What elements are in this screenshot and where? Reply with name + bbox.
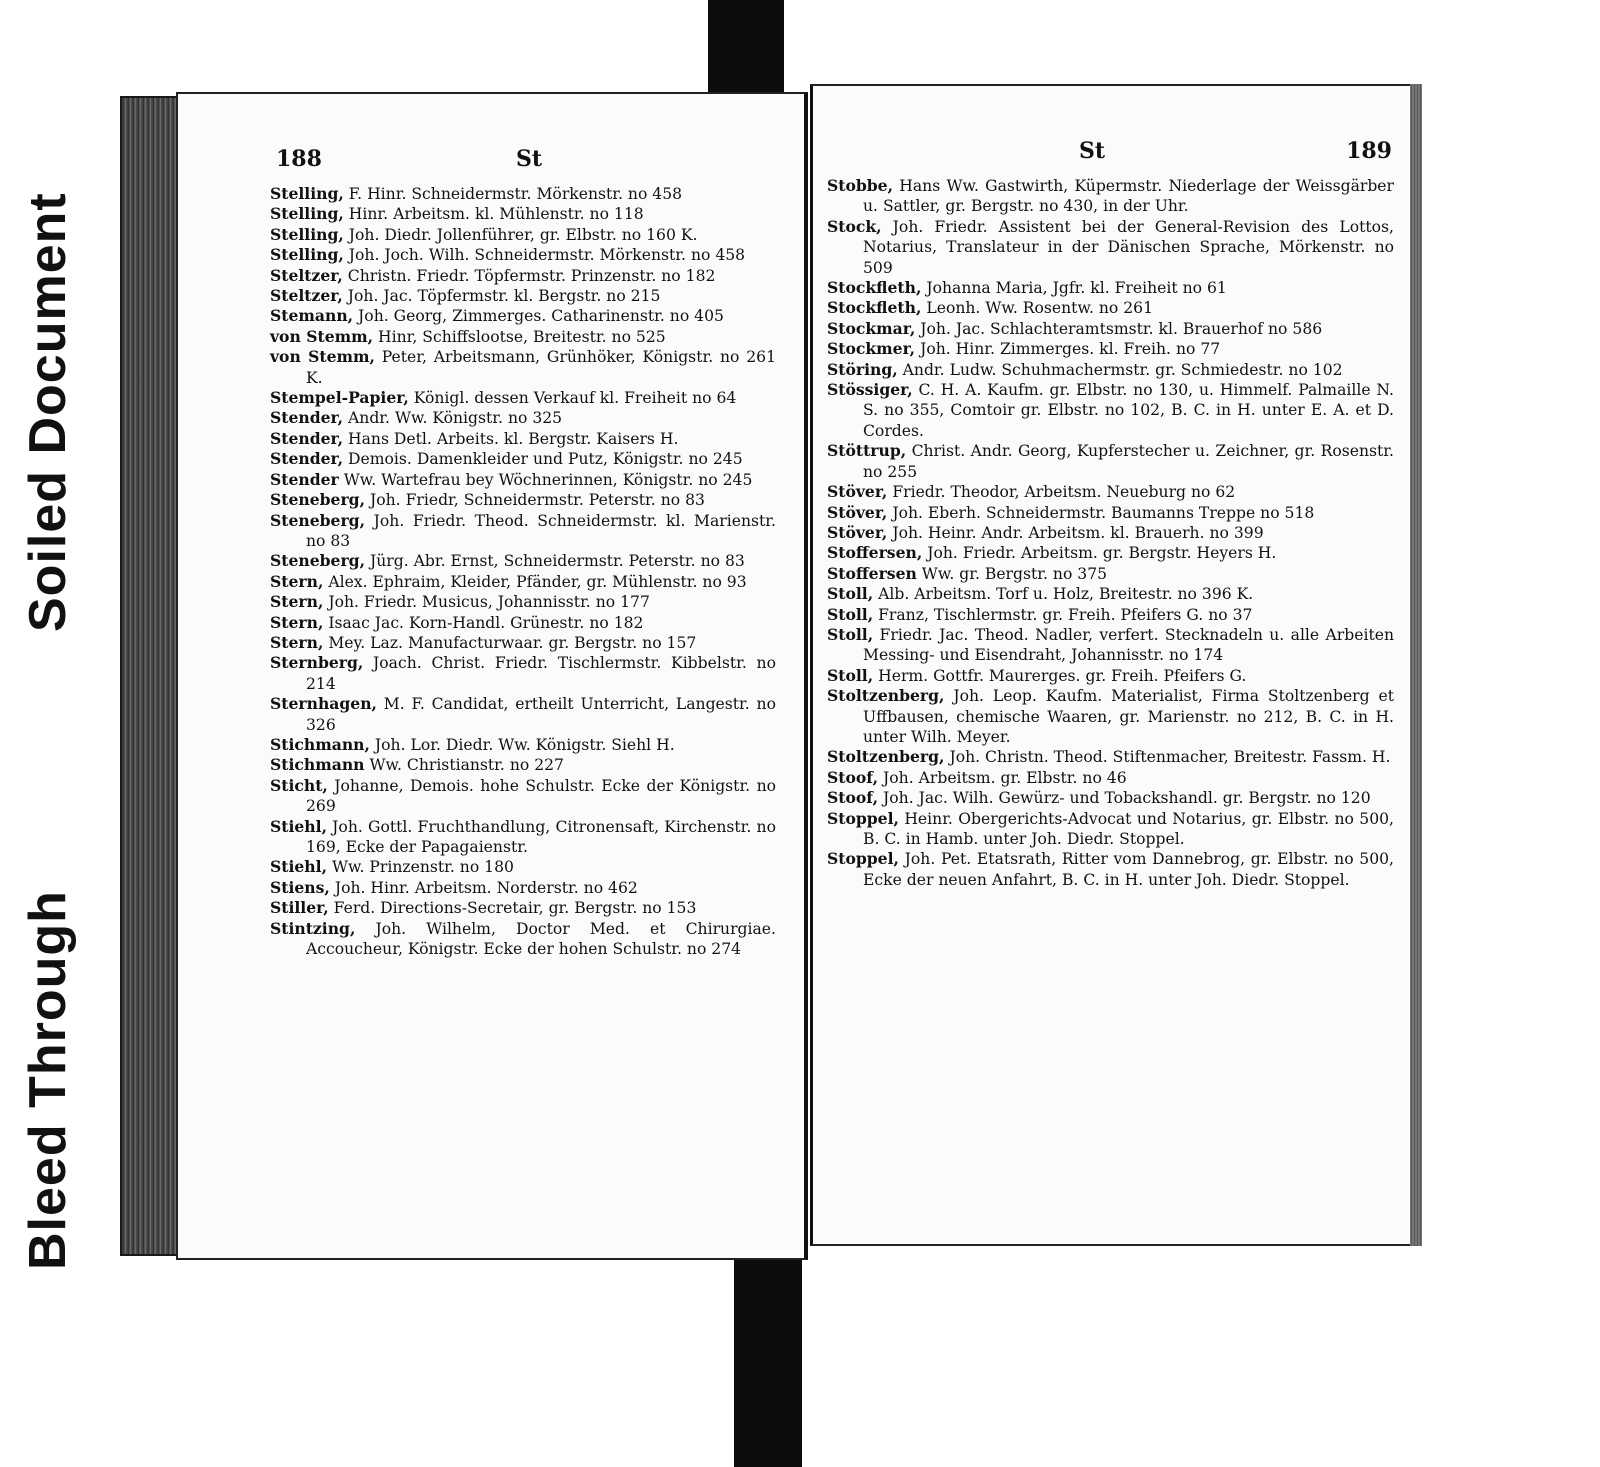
directory-entry [827, 176, 1394, 217]
entry-name: Sticht, [270, 775, 328, 795]
directory-entry [270, 551, 776, 571]
entry-list [827, 176, 1394, 1244]
entry-name: Stoof, [827, 767, 879, 787]
entry-name: Steneberg, [270, 510, 366, 530]
entry-details: Joh. Friedr, Schneidermstr. Peterstr. no 83 [365, 491, 705, 510]
entry-details: Joh. Friedr. Assistent bei der General-Revision des Lottos, Notarius, Translateur in der Dänischen Sprache, Mörkenstr. no 509 [863, 217, 1394, 277]
directory-entry [270, 919, 776, 960]
page-number: 189 [1346, 138, 1392, 164]
directory-entry [827, 482, 1394, 502]
entry-details: Joh. Christn. Theod. Stiftenmacher, Breitestr. Fassm. H. [944, 748, 1391, 767]
entry-name: Sternhagen, [270, 694, 377, 714]
directory-entry [827, 380, 1394, 441]
entry-details: Joh. Diedr. Jollenführer, gr. Elbstr. no 160 K. [343, 225, 698, 244]
entry-name: Stiens, [270, 877, 330, 897]
directory-entry [270, 204, 776, 224]
entry-name: Stern, [270, 571, 324, 591]
entry-name: Stiller, [270, 898, 329, 918]
directory-entry [827, 849, 1394, 890]
entry-details: Christn. Friedr. Töpfermstr. Prinzenstr. no 182 [342, 266, 716, 285]
directory-entry [827, 768, 1394, 788]
directory-entry [270, 225, 776, 245]
entry-name: Stoll, [827, 665, 874, 685]
entry-name: Stoltzenberg, [827, 747, 945, 767]
entry-list [270, 184, 776, 1258]
entry-details: Joh. Georg, Zimmerges. Catharinenstr. no 405 [353, 307, 724, 326]
directory-entry [270, 694, 776, 735]
directory-entry [827, 584, 1394, 604]
entry-details: Andr. Ludw. Schuhmachermstr. gr. Schmiedestr. no 102 [897, 360, 1343, 379]
entry-details: Joh. Hinr. Arbeitsm. Norderstr. no 462 [329, 878, 638, 897]
entry-name: Stöttrup, [827, 441, 907, 461]
directory-entry [270, 898, 776, 918]
entry-name: Stender, [270, 428, 344, 448]
entry-details: Joh. Jac. Schlachteramtsmstr. kl. Brauerhof no 586 [915, 319, 1323, 338]
directory-entry [270, 490, 776, 510]
entry-name: Stössiger, [827, 380, 913, 400]
entry-name: Stockfleth, [827, 298, 922, 318]
entry-name: Stender [270, 469, 339, 489]
directory-entry [827, 543, 1394, 563]
entry-details: Jürg. Abr. Ernst, Schneidermstr. Peterstr. no 83 [365, 552, 745, 571]
directory-entry [270, 857, 776, 877]
entry-name: Steneberg, [270, 551, 366, 571]
directory-entry [827, 360, 1394, 380]
entry-name: Stichmann, [270, 734, 370, 754]
entry-details: Hinr, Schiffslootse, Breitestr. no 525 [373, 327, 666, 346]
entry-name: Störing, [827, 359, 898, 379]
entry-name: Stockfleth, [827, 278, 922, 298]
entry-details: Herm. Gottfr. Maurerges. gr. Freih. Pfeifers G. [873, 666, 1247, 685]
entry-details: Christ. Andr. Georg, Kupferstecher u. Zeichner, gr. Rosenstr. no 255 [863, 442, 1394, 481]
entry-details: Ww. Christianstr. no 227 [364, 756, 564, 775]
directory-entry [270, 592, 776, 612]
entry-details: Ww. gr. Bergstr. no 375 [916, 564, 1108, 583]
entry-name: Stobbe, [827, 176, 894, 195]
entry-name: Stiehl, [270, 857, 327, 877]
entry-details: Joh. Friedr. Arbeitsm. gr. Bergstr. Heyers H. [922, 544, 1277, 563]
left-page [176, 92, 808, 1260]
book-page-edges-left [120, 96, 182, 1256]
entry-details: Ferd. Directions-Secretair, gr. Bergstr. no 153 [328, 899, 697, 918]
entry-name: Stöver, [827, 482, 888, 502]
entry-name: Stender, [270, 408, 344, 428]
section-heading: St [1079, 138, 1106, 164]
entry-details: Alb. Arbeitsm. Torf u. Holz, Breitestr. no 396 K. [873, 585, 1254, 604]
side-label [18, 100, 77, 1270]
directory-entry [827, 564, 1394, 584]
entry-name: Stoll, [827, 584, 874, 604]
entry-name: Stoppel, [827, 808, 899, 828]
entry-name: Stelling, [270, 224, 344, 244]
entry-details: Joh. Heinr. Andr. Arbeitsm. kl. Brauerh. no 399 [887, 523, 1264, 542]
entry-details: Franz, Tischlermstr. gr. Freih. Pfeifers G. no 37 [873, 605, 1253, 624]
directory-entry [827, 278, 1394, 298]
entry-name: Stoof, [827, 788, 879, 808]
entry-details: Peter, Arbeitsmann, Grünhöker, Königstr. no 261 K. [306, 348, 777, 387]
entry-name: Stöver, [827, 502, 888, 522]
entry-name: Stock, [827, 216, 882, 236]
entry-details: C. H. A. Kaufm. gr. Elbstr. no 130, u. Himmelf. Palmaille N. S. no 355, Comtoir gr. Elbstr. no 102, B. C. in H. unter E. A. et D. Cordes. [863, 381, 1394, 440]
entry-name: Stoffersen [827, 563, 917, 583]
entry-details: Friedr. Jac. Theod. Nadler, verfert. Stecknadeln u. alle Arbeiten Messing- und Eisendraht, Johannisstr. no 174 [863, 625, 1394, 665]
entry-name: Stern, [270, 592, 324, 612]
entry-details: Hinr. Arbeitsm. kl. Mühlenstr. no 118 [343, 205, 644, 224]
directory-entry [827, 217, 1394, 278]
entry-name: Stender, [270, 449, 344, 469]
entry-details: Ww. Wartefrau bey Wöchnerinnen, Königstr. no 245 [338, 470, 753, 489]
entry-details: Joh. Lor. Diedr. Ww. Königstr. Siehl H. [369, 735, 675, 754]
entry-details: Joh. Gottl. Fruchthandlung, Citronensaft, Kirchenstr. no 169, Ecke der Papagaienstr. [306, 817, 776, 856]
entry-details: Friedr. Theodor, Arbeitsm. Neueburg no 62 [887, 483, 1236, 502]
entry-details: Isaac Jac. Korn-Handl. Grünestr. no 182 [323, 613, 644, 632]
directory-entry [270, 572, 776, 592]
entry-details: Joh. Jac. Töpfermstr. kl. Bergstr. no 215 [342, 287, 661, 306]
entry-details: Joh. Jac. Wilh. Gewürz- und Tobackshandl. gr. Bergstr. no 120 [878, 789, 1371, 808]
right-page-header [849, 138, 1392, 172]
directory-entry [270, 449, 776, 469]
entry-name: von Stemm, [270, 347, 375, 367]
entry-name: Stoll, [827, 604, 874, 624]
entry-details: M. F. Candidat, ertheilt Unterricht, Langestr. no 326 [306, 695, 776, 734]
entry-details: Heinr. Obergerichts-Advocat und Notarius, gr. Elbstr. no 500, B. C. in Hamb. unter Joh. Diedr. Stoppel. [863, 809, 1394, 848]
directory-entry [270, 776, 776, 817]
entry-name: Stern, [270, 612, 324, 632]
directory-entry [270, 327, 776, 347]
entry-details: Ww. Prinzenstr. no 180 [327, 858, 514, 877]
entry-details: Joach. Christ. Friedr. Tischlermstr. Kibbelstr. no 214 [306, 654, 776, 693]
directory-entry [827, 666, 1394, 686]
entry-name: Stoltzenberg, [827, 686, 945, 706]
entry-name: Stintzing, [270, 918, 356, 938]
page-number: 188 [276, 146, 322, 172]
entry-name: Stelling, [270, 245, 344, 265]
entry-details: Hans Detl. Arbeits. kl. Bergstr. Kaisers H. [343, 429, 679, 448]
directory-entry [827, 298, 1394, 318]
section-heading: St [516, 146, 543, 172]
entry-details: Joh. Pet. Etatsrath, Ritter vom Dannebrog, gr. Elbstr. no 500, Ecke der neuen Anfahrt, B. C. in H. unter Joh. Diedr. Stoppel. [863, 850, 1394, 889]
entry-details: Andr. Ww. Königstr. no 325 [343, 409, 563, 428]
directory-entry [827, 747, 1394, 767]
label-soiled-document: Soiled Document [19, 192, 77, 632]
entry-name: Sternberg, [270, 653, 364, 673]
directory-entry [270, 878, 776, 898]
entry-details: Königl. dessen Verkauf kl. Freiheit no 64 [408, 389, 737, 408]
directory-entry [270, 286, 776, 306]
directory-entry [270, 266, 776, 286]
book-page-edges-right [1410, 84, 1422, 1246]
directory-entry [270, 633, 776, 653]
directory-entry [270, 429, 776, 449]
directory-entry [827, 605, 1394, 625]
directory-entry [270, 511, 776, 552]
right-page [810, 84, 1420, 1246]
directory-entry [270, 470, 776, 490]
entry-name: Stoppel, [827, 849, 899, 869]
directory-entry [827, 788, 1394, 808]
directory-entry [827, 625, 1394, 666]
entry-details: Johanna Maria, Jgfr. kl. Freiheit no 61 [921, 279, 1227, 298]
entry-name: Stockmar, [827, 318, 916, 338]
directory-entry [827, 809, 1394, 850]
directory-entry [270, 306, 776, 326]
directory-entry [827, 686, 1394, 747]
book-spine-top [708, 0, 784, 96]
entry-name: Stoll, [827, 624, 874, 644]
entry-details: Joh. Leop. Kaufm. Materialist, Firma Stoltzenberg et Uffbausen, chemische Waaren, gr. Marienstr. no 212, B. C. in H. unter Wilh. Meyer. [863, 687, 1394, 746]
directory-entry [827, 523, 1394, 543]
entry-name: Steneberg, [270, 490, 366, 510]
directory-entry [270, 735, 776, 755]
entry-name: Stiehl, [270, 816, 327, 836]
entry-name: Stelling, [270, 184, 344, 203]
entry-details: Joh. Wilhelm, Doctor Med. et Chirurgiae. Accoucheur, Königstr. Ecke der hohen Schulstr. no 274 [306, 919, 776, 959]
directory-entry [827, 339, 1394, 359]
directory-entry [827, 319, 1394, 339]
entry-name: Stern, [270, 632, 324, 652]
entry-name: Steltzer, [270, 265, 343, 285]
directory-entry [827, 503, 1394, 523]
entry-details: Johanne, Demois. hohe Schulstr. Ecke der Königstr. no 269 [306, 776, 776, 816]
directory-entry [270, 817, 776, 858]
entry-details: Joh. Joch. Wilh. Schneidermstr. Mörkenstr. no 458 [343, 246, 746, 265]
entry-name: Stoffersen, [827, 543, 923, 563]
entry-name: Stöver, [827, 522, 888, 542]
entry-details: Joh. Hinr. Zimmerges. kl. Freih. no 77 [915, 340, 1221, 359]
directory-entry [270, 347, 776, 388]
entry-name: Steltzer, [270, 286, 343, 306]
entry-details: Joh. Eberh. Schneidermstr. Baumanns Treppe no 518 [887, 503, 1315, 522]
entry-details: Mey. Laz. Manufacturwaar. gr. Bergstr. no 157 [323, 633, 697, 652]
entry-details: Joh. Arbeitsm. gr. Elbstr. no 46 [878, 768, 1127, 787]
entry-name: Stelling, [270, 204, 344, 224]
entry-name: von Stemm, [270, 326, 374, 346]
entry-name: Stemann, [270, 306, 354, 326]
entry-name: Stichmann [270, 755, 365, 775]
entry-details: F. Hinr. Schneidermstr. Mörkenstr. no 458 [343, 185, 683, 203]
entry-details: Demois. Damenkleider und Putz, Königstr. no 245 [343, 450, 743, 469]
entry-name: Stempel-Papier, [270, 388, 409, 408]
entry-details: Joh. Friedr. Musicus, Johannisstr. no 177 [323, 593, 650, 612]
directory-entry [270, 245, 776, 265]
left-page-header [276, 146, 768, 180]
entry-details: Leonh. Ww. Rosentw. no 261 [921, 299, 1154, 318]
entry-name: Stockmer, [827, 339, 916, 359]
directory-entry [270, 184, 776, 204]
entry-details: Alex. Ephraim, Kleider, Pfänder, gr. Mühlenstr. no 93 [323, 572, 747, 591]
directory-entry [270, 388, 776, 408]
directory-entry [270, 755, 776, 775]
directory-entry [270, 613, 776, 633]
entry-details: Joh. Friedr. Theod. Schneidermstr. kl. Marienstr. no 83 [306, 511, 776, 550]
entry-details: Hans Ww. Gastwirth, Küpermstr. Niederlage der Weissgärber u. Sattler, gr. Bergstr. no 430, in der Uhr. [863, 177, 1394, 216]
directory-entry [270, 653, 776, 694]
book-spine-bottom [734, 1244, 802, 1467]
label-bleed-through: Bleed Through [19, 890, 77, 1270]
directory-entry [270, 408, 776, 428]
directory-entry [827, 441, 1394, 482]
